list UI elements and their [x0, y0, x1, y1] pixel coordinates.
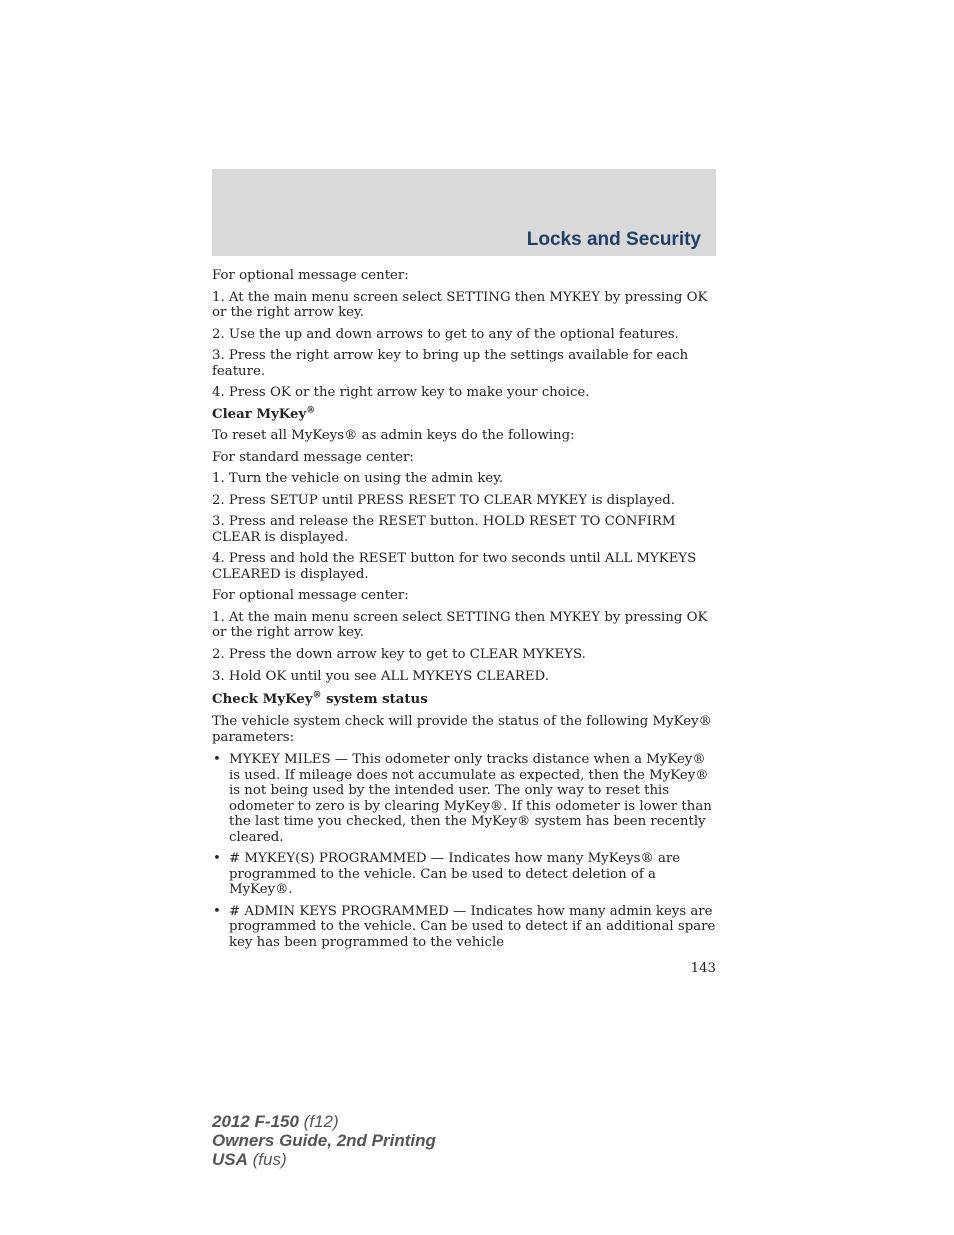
optional2-step-3: 3. Hold OK until you see ALL MYKEYS CLEARED. [212, 669, 549, 684]
list-item [212, 904, 718, 951]
page-number: 143 [690, 961, 716, 976]
document-footer [212, 1112, 436, 1169]
footer-model-line [212, 1112, 436, 1131]
list-item [212, 752, 718, 845]
check-heading-text-a: Check MyKey [212, 691, 313, 707]
list-item [212, 851, 718, 898]
footer-model: 2012 F-150 [212, 1112, 299, 1131]
standard-intro: For standard message center: [212, 449, 414, 465]
optional-step-3: 3. Press the right arrow key to bring up the settings available for each feature. [212, 348, 689, 379]
page-content [212, 268, 718, 956]
registered-mark: ® [306, 405, 316, 416]
bullet-mark: • [213, 851, 221, 866]
footer-market-code: (fus) [247, 1150, 287, 1169]
standard-step-4: 4. Press and hold the RESET button for two seconds until ALL MYKEYS CLEARED is displayed. [212, 551, 697, 582]
footer-model-code: (f12) [298, 1112, 339, 1131]
bullet-mark: • [213, 903, 221, 919]
bullet-text: # MYKEY(S) PROGRAMMED — Indicates how many MyKeys® are programmed to the vehicle. Can be used to detect deletion of a MyKey®. [229, 851, 681, 897]
optional-step-1: 1. At the main menu screen select SETTING then MYKEY by pressing OK or the right arrow key. [212, 289, 708, 320]
optional2-step-2: 2. Press the down arrow key to get to CLEAR MYKEYS. [212, 646, 586, 662]
reset-intro: To reset all MyKeys® as admin keys do the following: [212, 428, 575, 443]
registered-mark: ® [312, 690, 322, 701]
standard-step-1: 1. Turn the vehicle on using the admin key. [212, 471, 504, 486]
status-bullet-list [212, 752, 718, 950]
check-mykey-heading [212, 692, 718, 708]
status-intro: The vehicle system check will provide the status of the following MyKey® parameters: [212, 714, 712, 745]
optional-intro-2: For optional message center: [212, 588, 409, 603]
check-heading-text-b: system status [321, 691, 428, 707]
footer-market: USA [212, 1150, 248, 1169]
bullet-text: # ADMIN KEYS PROGRAMMED — Indicates how many admin keys are programmed to the vehicle. Can be used to detect if an additional spare key has been programmed to the vehicle [229, 903, 716, 950]
optional-intro: For optional message center: [212, 268, 409, 283]
bullet-mark: • [213, 752, 221, 767]
optional2-step-1: 1. At the main menu screen select SETTING then MYKEY by pressing OK or the right arrow key. [212, 609, 708, 640]
clear-heading-text: Clear MyKey [212, 406, 307, 422]
footer-market-line [212, 1150, 436, 1169]
standard-step-2: 2. Press SETUP until PRESS RESET TO CLEAR MYKEY is displayed. [212, 492, 676, 508]
optional-step-4: 4. Press OK or the right arrow key to make your choice. [212, 385, 590, 400]
bullet-text: MYKEY MILES — This odometer only tracks distance when a MyKey® is used. If mileage does not accumulate as expected, then the MyKey® is not being used by the intended user. The only way to reset this odometer to zero is by clearing MyKey®. If this odometer is lower than the last time you checked, then the MyKey® system has been recently cleared. [229, 752, 712, 845]
clear-mykey-heading [212, 407, 718, 423]
section-title: Locks and Security [526, 229, 701, 250]
optional-step-2: 2. Use the up and down arrows to get to any of the optional features. [212, 326, 679, 342]
section-header-band [212, 169, 716, 256]
footer-guide: Owners Guide, 2nd Printing [212, 1131, 436, 1150]
standard-step-3: 3. Press and release the RESET button. HOLD RESET TO CONFIRM CLEAR is displayed. [212, 514, 676, 545]
